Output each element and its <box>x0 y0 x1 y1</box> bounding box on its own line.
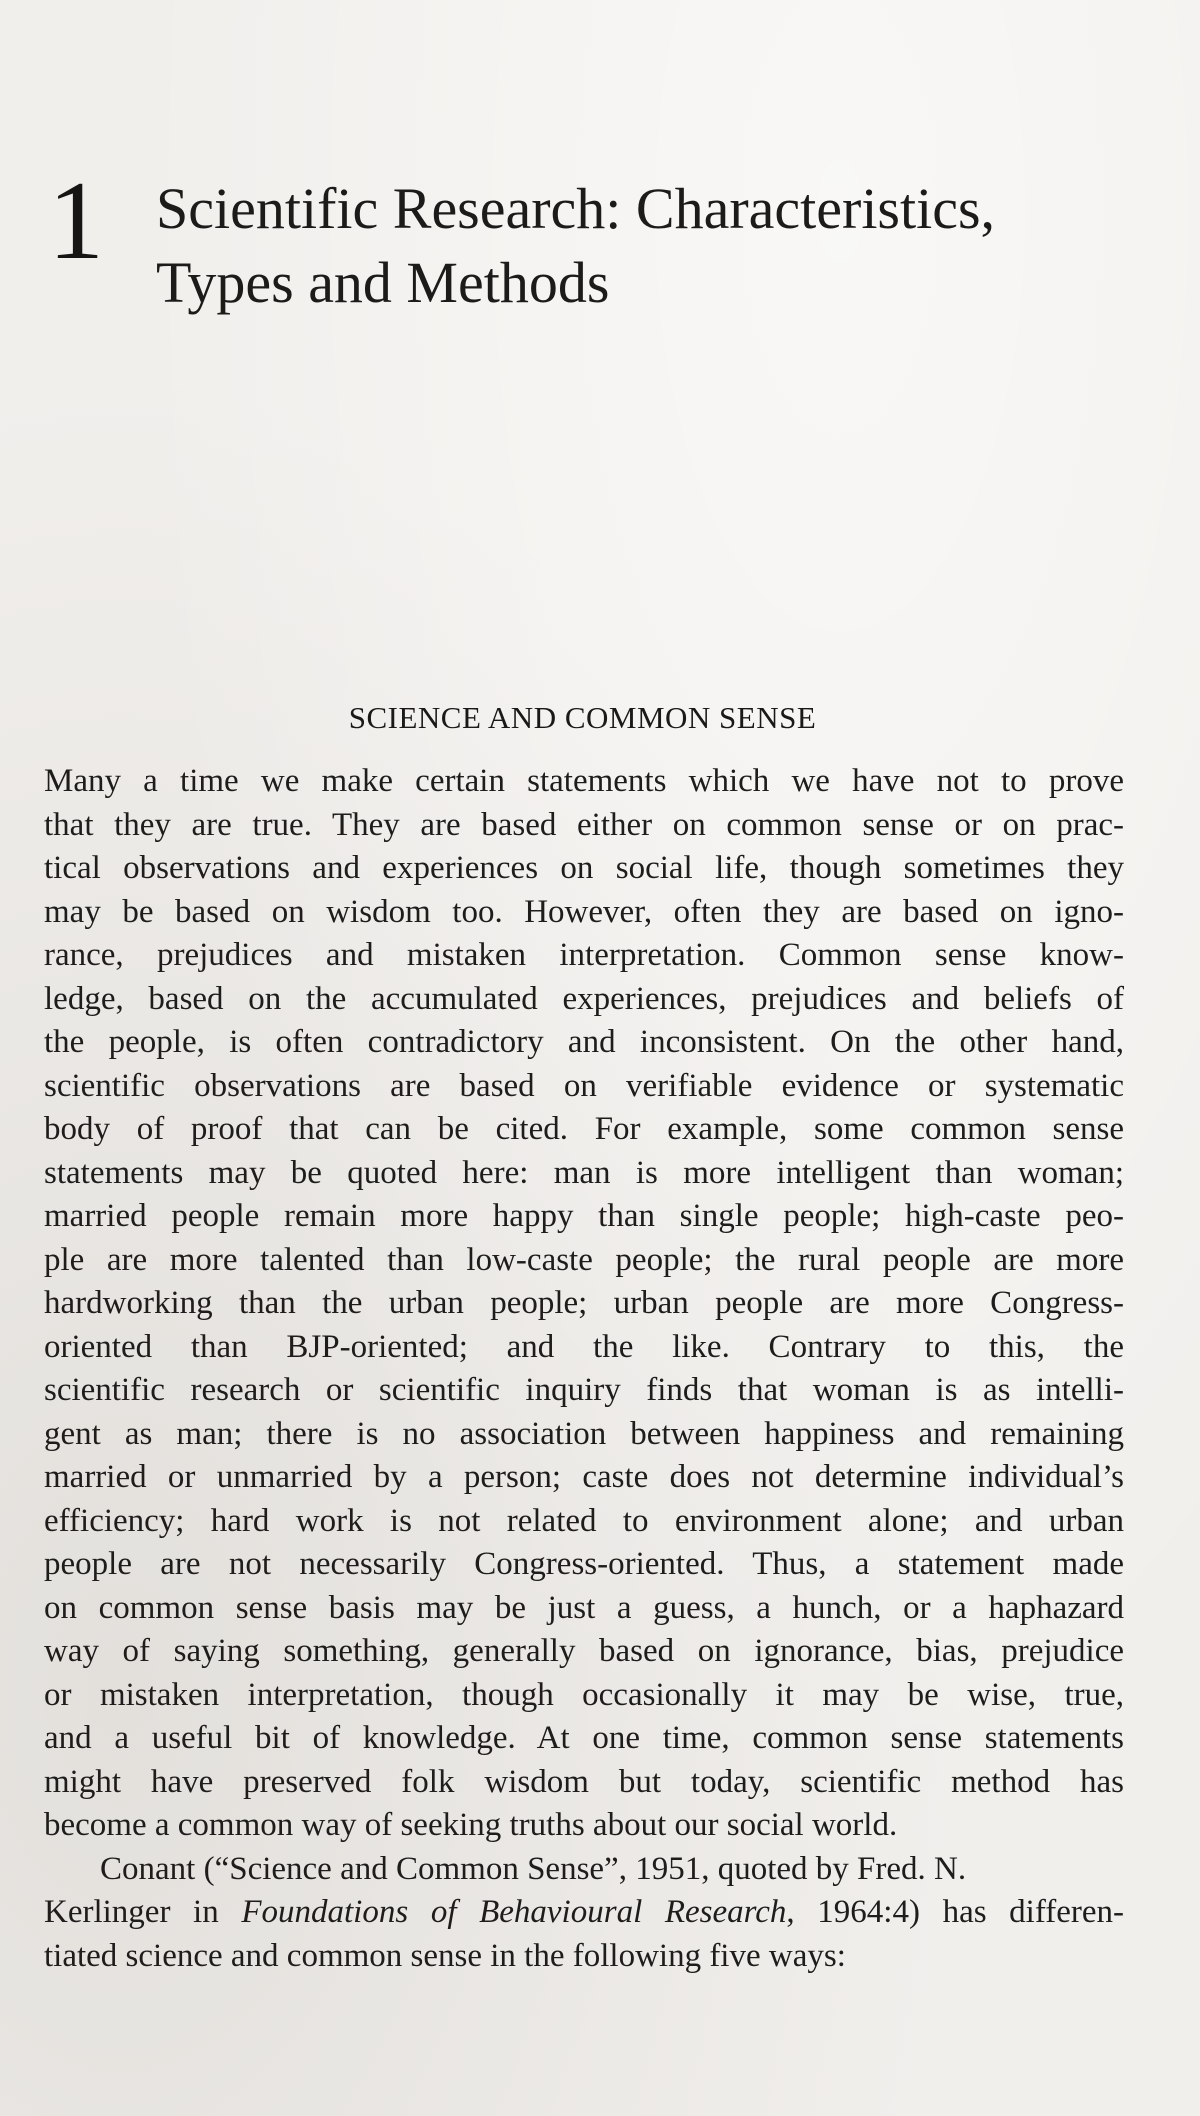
text-line: that they are true. They are based either on common sense or on prac- <box>44 806 1124 843</box>
paragraph-2 <box>44 1848 1124 1979</box>
text-line: on common sense basis may be just a guess, a hunch, or a haphazard <box>44 1589 1124 1626</box>
text-line: scientific observations are based on verifiable evidence or systematic <box>44 1067 1124 1104</box>
text-line: become a common way of seeking truths about our social world. <box>44 1807 898 1843</box>
section-heading: SCIENCE AND COMMON SENSE <box>348 700 817 735</box>
text-line: married people remain more happy than single people; high-caste peo- <box>44 1198 1124 1234</box>
text-line: oriented than BJP-oriented; and the like. Contrary to this, the <box>44 1328 1124 1365</box>
text-line: might have preserved folk wisdom but today, scientific method has <box>44 1763 1124 1800</box>
text-line: people are not necessarily Congress-oriented. Thus, a statement made <box>44 1546 1124 1582</box>
text-line: ledge, based on the accumulated experiences, prejudices and beliefs of <box>44 980 1124 1017</box>
chapter-number: 1 <box>48 159 104 283</box>
text-line: the people, is often contradictory and inconsistent. On the other hand, <box>44 1024 1124 1060</box>
text-line: married or unmarried by a person; caste does not determine individual’s <box>44 1459 1124 1495</box>
text-line: way of saying something, generally based on ignorance, bias, prejudice <box>44 1633 1124 1669</box>
text-line: Many a time we make certain statements which we have not to prove <box>44 763 1124 799</box>
book-title: Foundations of Behavioural Research <box>241 1894 787 1930</box>
text-line: tiated science and common sense in the following five ways: <box>44 1937 846 1974</box>
text-line: ple are more talented than low-caste people; the rural people are more <box>44 1241 1124 1278</box>
text-fragment: , 1964:4) has differen- <box>786 1894 1124 1930</box>
chapter-title <box>156 172 1096 320</box>
text-line: or mistaken interpretation, though occasionally it may be wise, true, <box>44 1676 1124 1713</box>
paragraph-1 <box>44 760 1124 1848</box>
text-line: efficiency; hard work is not related to environment alone; and urban <box>44 1502 1124 1539</box>
text-line: may be based on wisdom too. However, often they are based on igno- <box>44 893 1124 930</box>
text-fragment: Kerlinger in <box>44 1894 242 1930</box>
text-line: gent as man; there is no association between happiness and remaining <box>44 1415 1124 1452</box>
text-line: tical observations and experiences on social life, though sometimes they <box>44 850 1124 886</box>
chapter-title-line-1: Scientific Research: Characteristics, <box>156 176 996 241</box>
text-line <box>44 1891 1124 1935</box>
text-line: and a useful bit of knowledge. At one time, common sense statements <box>44 1720 1124 1756</box>
text-line: hardworking than the urban people; urban people are more Congress- <box>44 1285 1124 1321</box>
text-line: body of proof that can be cited. For example, some common sense <box>44 1111 1124 1147</box>
text-line: Conant (“Science and Common Sense”, 1951, quoted by Fred. N. <box>100 1850 967 1887</box>
chapter-title-line-2: Types and Methods <box>156 250 610 315</box>
text-line: statements may be quoted here: man is more intelligent than woman; <box>44 1154 1124 1191</box>
body-text <box>44 760 1124 1978</box>
text-line: rance, prejudices and mistaken interpretation. Common sense know- <box>44 937 1124 973</box>
text-line: scientific research or scientific inquiry finds that woman is as intelli- <box>44 1372 1124 1408</box>
